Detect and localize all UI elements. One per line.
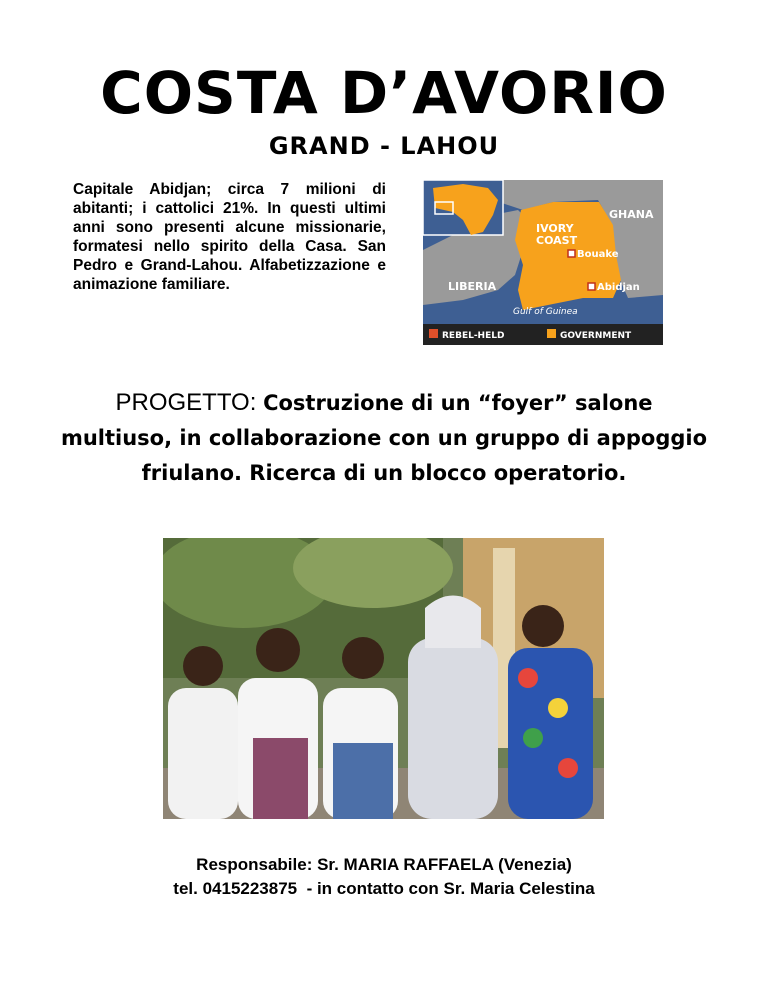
map-legend-government: GOVERNMENT xyxy=(560,331,632,341)
map-label-gulf: Gulf of Guinea xyxy=(513,307,578,317)
project-label: PROGETTO xyxy=(115,389,250,416)
map-marker-bouake xyxy=(568,250,575,257)
page-title: COSTA D’AVORIO xyxy=(100,59,668,127)
map-label-ghana: GHANA xyxy=(609,208,654,221)
map-legend-rebel: REBEL-HELD xyxy=(442,331,505,341)
footer-contact xyxy=(0,853,768,901)
page-subtitle: GRAND - LAHOU xyxy=(268,132,500,160)
map-marker-abidjan xyxy=(588,283,595,290)
ivory-coast-map xyxy=(423,180,663,345)
project-description xyxy=(60,385,708,491)
map-label-ivory: IVORY xyxy=(536,222,574,235)
project-body: Costruzione di un “foyer” salone multiuso, in collaborazione con un gruppo di appoggio friulano. Ricerca di un blocco operatorio. xyxy=(60,391,708,485)
intro-paragraph: Capitale Abidjan; circa 7 milioni di abitanti; i cattolici 21%. In questi ultimi anni sono presenti alcune missionarie, formatesi nello spirito della Casa. San Pedro e Grand-Lahou. Alfabetizzazione e animazione familiare. xyxy=(73,181,386,293)
map-legend-gov-swatch xyxy=(547,329,556,338)
map-label-bouake: Bouake xyxy=(577,249,619,260)
project-separator: : xyxy=(249,389,264,416)
map-label-liberia: LIBERIA xyxy=(448,280,497,293)
map-label-abidjan: Abidjan xyxy=(597,282,640,293)
group-photo xyxy=(163,538,604,819)
map-label-coast: COAST xyxy=(536,234,578,247)
footer-phone: tel. 0415223875 - in contatto con Sr. Maria Celestina xyxy=(173,879,595,898)
footer-responsible: Responsabile: Sr. MARIA RAFFAELA (Venezia) xyxy=(196,855,572,874)
map-legend-rebel-swatch xyxy=(429,329,438,338)
